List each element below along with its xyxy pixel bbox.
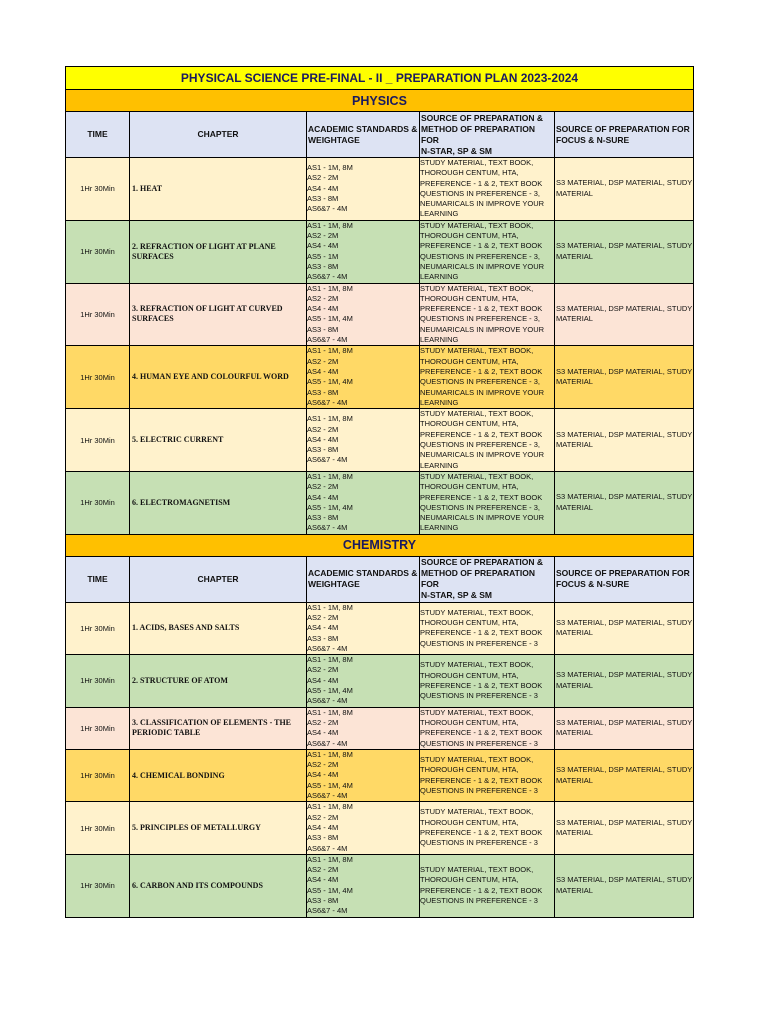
standards-cell-line: AS2 - 2M — [307, 231, 339, 241]
method-cell-line: PREFERENCE - 1 & 2, TEXT BOOK — [420, 728, 543, 738]
focus-cell-line: MATERIAL — [556, 775, 593, 785]
header-source-focus — [555, 112, 694, 158]
method-cell-line: STUDY MATERIAL, TEXT BOOK, — [420, 660, 534, 670]
standards-cell — [307, 471, 420, 534]
method-cell-line: STUDY MATERIAL, TEXT BOOK, — [420, 346, 534, 356]
standards-cell-line: AS3 - 8M — [307, 633, 339, 643]
chapter-row — [66, 409, 694, 472]
chapter-row — [66, 346, 694, 409]
focus-cell-line: MATERIAL — [556, 885, 593, 895]
method-cell-line: QUESTIONS IN PREFERENCE - 3, — [420, 251, 541, 261]
header-source-method-line: N-STAR, SP & SM — [421, 590, 492, 601]
method-cell-line: NEUMARICALS IN IMPROVE YOUR — [420, 513, 545, 523]
focus-cell — [555, 283, 694, 346]
standards-cell-line: AS6&7 - 4M — [307, 791, 348, 801]
method-cell-line: QUESTIONS IN PREFERENCE - 3 — [420, 785, 538, 795]
header-source-focus-line: SOURCE OF PREPARATION FOR — [556, 123, 690, 134]
method-cell-line: PREFERENCE - 1 & 2, TEXT BOOK — [420, 680, 543, 690]
focus-cell-line: S3 MATERIAL, DSP MATERIAL, STUDY — [556, 717, 693, 727]
method-cell-line: QUESTIONS IN PREFERENCE - 3, — [420, 502, 541, 512]
chapter-cell: 4. CHEMICAL BONDING — [130, 749, 307, 801]
method-cell-line: LEARNING — [420, 272, 459, 282]
chapter-cell: 6. CARBON AND ITS COMPOUNDS — [130, 854, 307, 917]
method-cell-line: QUESTIONS IN PREFERENCE - 3, — [420, 314, 541, 324]
method-cell-line: QUESTIONS IN PREFERENCE - 3 — [420, 738, 538, 748]
focus-cell — [555, 409, 694, 472]
method-cell-line: QUESTIONS IN PREFERENCE - 3 — [420, 691, 538, 701]
chapter-cell: 1. HEAT — [130, 158, 307, 221]
chapter-row — [66, 602, 694, 654]
standards-cell — [307, 749, 420, 801]
method-cell-line: THOROUGH CENTUM, HTA, — [420, 231, 519, 241]
standards-cell-line: AS1 - 1M, 8M — [307, 471, 353, 481]
focus-cell — [555, 707, 694, 749]
method-cell — [420, 854, 555, 917]
method-cell-line: THOROUGH CENTUM, HTA, — [420, 817, 519, 827]
focus-cell-line: MATERIAL — [556, 377, 593, 387]
standards-cell-line: AS1 - 1M, 8M — [307, 854, 353, 864]
header-source-focus-line: FOCUS & N-SURE — [556, 134, 630, 145]
focus-cell — [555, 655, 694, 707]
focus-cell — [555, 346, 694, 409]
standards-cell — [307, 220, 420, 283]
method-cell — [420, 602, 555, 654]
standards-cell-line: AS6&7 - 4M — [307, 643, 348, 653]
standards-cell-line: AS2 - 2M — [307, 717, 339, 727]
method-cell — [420, 707, 555, 749]
standards-cell-line: AS5 - 1M, 4M — [307, 780, 353, 790]
method-cell-line: STUDY MATERIAL, TEXT BOOK, — [420, 158, 534, 167]
standards-cell-line: AS5 - 1M, 4M — [307, 686, 353, 696]
method-cell — [420, 749, 555, 801]
standards-cell-line: AS2 - 2M — [307, 482, 339, 492]
focus-cell-line: MATERIAL — [556, 251, 593, 261]
standards-cell-line: AS4 - 4M — [307, 675, 339, 685]
preparation-plan-table — [65, 66, 694, 918]
focus-cell-line: S3 MATERIAL, DSP MATERIAL, STUDY — [556, 875, 693, 885]
chapter-row — [66, 283, 694, 346]
method-cell — [420, 346, 555, 409]
header-source-method-line: METHOD OF PREPARATION FOR — [421, 123, 535, 145]
chapter-cell: 4. HUMAN EYE AND COLOURFUL WORD — [130, 346, 307, 409]
standards-cell-line: AS4 - 4M — [307, 366, 339, 376]
header-academic-standards — [307, 112, 420, 158]
focus-cell-line: MATERIAL — [556, 502, 593, 512]
standards-cell — [307, 802, 420, 854]
focus-cell-line: S3 MATERIAL, DSP MATERIAL, STUDY — [556, 178, 693, 188]
chapter-row — [66, 158, 694, 221]
standards-cell-line: AS4 - 4M — [307, 623, 339, 633]
standards-cell-line: AS2 - 2M — [307, 865, 339, 875]
header-time: TIME — [66, 556, 130, 602]
time-cell: 1Hr 30Min — [66, 802, 130, 854]
focus-cell — [555, 749, 694, 801]
method-cell-line: NEUMARICALS IN IMPROVE YOUR — [420, 324, 545, 334]
page-title: PHYSICAL SCIENCE PRE-FINAL - II _ PREPARATION PLAN 2023-2024 — [66, 67, 694, 90]
time-cell: 1Hr 30Min — [66, 283, 130, 346]
method-cell-line: QUESTIONS IN PREFERENCE - 3, — [420, 188, 541, 198]
column-header-row — [66, 112, 694, 158]
standards-cell-line: AS6&7 - 4M — [307, 738, 348, 748]
time-cell: 1Hr 30Min — [66, 707, 130, 749]
standards-cell-line: AS3 - 8M — [307, 387, 339, 397]
standards-cell-line: AS5 - 1M, 4M — [307, 314, 353, 324]
standards-cell-line: AS3 - 8M — [307, 896, 339, 905]
standards-cell — [307, 707, 420, 749]
method-cell-line: THOROUGH CENTUM, HTA, — [420, 618, 519, 628]
chapter-row — [66, 802, 694, 854]
method-cell-line: THOROUGH CENTUM, HTA, — [420, 765, 519, 775]
chapter-cell: 3. CLASSIFICATION OF ELEMENTS - THE PERIODIC TABLE — [130, 707, 307, 749]
method-cell-line: STUDY MATERIAL, TEXT BOOK, — [420, 607, 534, 617]
method-cell-line: THOROUGH CENTUM, HTA, — [420, 419, 519, 429]
chapter-cell: 3. REFRACTION OF LIGHT AT CURVED SURFACES — [130, 283, 307, 346]
method-cell-line: QUESTIONS IN PREFERENCE - 3 — [420, 638, 538, 648]
method-cell-line: PREFERENCE - 1 & 2, TEXT BOOK — [420, 885, 543, 895]
standards-cell-line: AS2 - 2M — [307, 356, 339, 366]
standards-cell-line: AS6&7 - 4M — [307, 906, 348, 916]
method-cell-line: STUDY MATERIAL, TEXT BOOK, — [420, 807, 534, 817]
method-cell — [420, 220, 555, 283]
chapter-cell: 2. STRUCTURE OF ATOM — [130, 655, 307, 707]
method-cell-line: STUDY MATERIAL, TEXT BOOK, — [420, 283, 534, 293]
method-cell-line: STUDY MATERIAL, TEXT BOOK, — [420, 865, 534, 875]
focus-cell-line: MATERIAL — [556, 828, 593, 838]
method-cell — [420, 409, 555, 472]
standards-cell-line: AS6&7 - 4M — [307, 843, 348, 853]
chapter-cell: 2. REFRACTION OF LIGHT AT PLANE SURFACES — [130, 220, 307, 283]
standards-cell-line: AS3 - 8M — [307, 261, 339, 271]
time-cell: 1Hr 30Min — [66, 220, 130, 283]
title-row — [66, 67, 694, 90]
time-cell: 1Hr 30Min — [66, 854, 130, 917]
standards-cell-line: AS1 - 1M, 8M — [307, 163, 353, 173]
chapter-row — [66, 854, 694, 917]
standards-cell-line: AS6&7 - 4M — [307, 204, 348, 214]
standards-cell-line: AS2 - 2M — [307, 424, 339, 434]
standards-cell-line: AS6&7 - 4M — [307, 523, 348, 533]
method-cell-line: PREFERENCE - 1 & 2, TEXT BOOK — [420, 366, 543, 376]
standards-cell-line: AS5 - 1M, 4M — [307, 377, 353, 387]
standards-cell-line: AS4 - 4M — [307, 728, 339, 738]
method-cell-line: LEARNING — [420, 397, 459, 407]
method-cell-line: THOROUGH CENTUM, HTA, — [420, 356, 519, 366]
focus-cell — [555, 854, 694, 917]
chapter-row — [66, 749, 694, 801]
standards-cell-line: AS5 - 1M, 4M — [307, 885, 353, 895]
section-row — [66, 90, 694, 112]
chapter-cell: 1. ACIDS, BASES AND SALTS — [130, 602, 307, 654]
standards-cell-line: AS1 - 1M, 8M — [307, 802, 353, 812]
method-cell-line: NEUMARICALS IN IMPROVE YOUR — [420, 261, 545, 271]
standards-cell-line: AS6&7 - 4M — [307, 696, 348, 706]
header-academic-standards — [307, 556, 420, 602]
method-cell — [420, 158, 555, 221]
standards-cell-line: AS6&7 - 4M — [307, 335, 348, 345]
method-cell-line: STUDY MATERIAL, TEXT BOOK, — [420, 754, 534, 764]
chapter-row — [66, 707, 694, 749]
standards-cell-line: AS1 - 1M, 8M — [307, 220, 353, 230]
focus-cell — [555, 220, 694, 283]
method-cell-line: PREFERENCE - 1 & 2, TEXT BOOK — [420, 429, 543, 439]
header-source-method-line: SOURCE OF PREPARATION & — [421, 112, 543, 123]
header-academic-standards-line: WEIGHTAGE — [308, 579, 360, 590]
method-cell-line: NEUMARICALS IN IMPROVE YOUR — [420, 450, 545, 460]
standards-cell-line: AS4 - 4M — [307, 241, 339, 251]
standards-cell-line: AS2 - 2M — [307, 665, 339, 675]
header-source-focus-line: FOCUS & N-SURE — [556, 579, 630, 590]
focus-cell-line: MATERIAL — [556, 628, 593, 638]
header-source-method-line: SOURCE OF PREPARATION & — [421, 557, 543, 568]
header-source-focus — [555, 556, 694, 602]
header-source-method-line: METHOD OF PREPARATION FOR — [421, 568, 535, 590]
standards-cell — [307, 655, 420, 707]
method-cell-line: QUESTIONS IN PREFERENCE - 3 — [420, 896, 538, 905]
focus-cell — [555, 802, 694, 854]
method-cell-line: PREFERENCE - 1 & 2, TEXT BOOK — [420, 178, 543, 188]
focus-cell-line: S3 MATERIAL, DSP MATERIAL, STUDY — [556, 670, 693, 680]
standards-cell-line: AS5 - 1M — [307, 251, 339, 261]
standards-cell-line: AS1 - 1M, 8M — [307, 283, 353, 293]
header-academic-standards-line: ACADEMIC STANDARDS & — [308, 568, 418, 579]
method-cell-line: STUDY MATERIAL, TEXT BOOK, — [420, 409, 534, 419]
method-cell-line: LEARNING — [420, 335, 459, 345]
method-cell-line: THOROUGH CENTUM, HTA, — [420, 717, 519, 727]
header-source-method — [420, 556, 555, 602]
standards-cell-line: AS1 - 1M, 8M — [307, 602, 353, 612]
focus-cell-line: S3 MATERIAL, DSP MATERIAL, STUDY — [556, 303, 693, 313]
method-cell-line: QUESTIONS IN PREFERENCE - 3, — [420, 377, 541, 387]
standards-cell — [307, 602, 420, 654]
time-cell: 1Hr 30Min — [66, 471, 130, 534]
standards-cell-line: AS3 - 8M — [307, 513, 339, 523]
focus-cell — [555, 158, 694, 221]
header-time: TIME — [66, 112, 130, 158]
chapter-cell: 5. ELECTRIC CURRENT — [130, 409, 307, 472]
standards-cell-line: AS6&7 - 4M — [307, 455, 348, 465]
method-cell-line: STUDY MATERIAL, TEXT BOOK, — [420, 707, 534, 717]
header-source-method-line: N-STAR, SP & SM — [421, 145, 492, 156]
standards-cell-line: AS4 - 4M — [307, 875, 339, 885]
focus-cell-line: S3 MATERIAL, DSP MATERIAL, STUDY — [556, 429, 693, 439]
section-title: PHYSICS — [66, 90, 694, 112]
method-cell-line: STUDY MATERIAL, TEXT BOOK, — [420, 220, 534, 230]
standards-cell — [307, 346, 420, 409]
standards-cell-line: AS2 - 2M — [307, 173, 339, 183]
time-cell: 1Hr 30Min — [66, 409, 130, 472]
standards-cell-line: AS2 - 2M — [307, 293, 339, 303]
standards-cell-line: AS2 - 2M — [307, 612, 339, 622]
standards-cell-line: AS4 - 4M — [307, 492, 339, 502]
method-cell-line: PREFERENCE - 1 & 2, TEXT BOOK — [420, 775, 543, 785]
method-cell-line: PREFERENCE - 1 & 2, TEXT BOOK — [420, 828, 543, 838]
method-cell-line: QUESTIONS IN PREFERENCE - 3, — [420, 440, 541, 450]
method-cell-line: QUESTIONS IN PREFERENCE - 3 — [420, 838, 538, 848]
time-cell: 1Hr 30Min — [66, 655, 130, 707]
header-chapter: CHAPTER — [130, 112, 307, 158]
standards-cell-line: AS4 - 4M — [307, 770, 339, 780]
standards-cell-line: AS3 - 8M — [307, 833, 339, 843]
chapter-row — [66, 471, 694, 534]
method-cell-line: LEARNING — [420, 460, 459, 470]
time-cell: 1Hr 30Min — [66, 346, 130, 409]
method-cell — [420, 655, 555, 707]
method-cell-line: THOROUGH CENTUM, HTA, — [420, 482, 519, 492]
method-cell — [420, 802, 555, 854]
header-academic-standards-line: ACADEMIC STANDARDS & — [308, 123, 418, 134]
standards-cell-line: AS1 - 1M, 8M — [307, 414, 353, 424]
standards-cell-line: AS1 - 1M, 8M — [307, 346, 353, 356]
method-cell — [420, 283, 555, 346]
time-cell: 1Hr 30Min — [66, 749, 130, 801]
chapter-row — [66, 220, 694, 283]
standards-cell-line: AS2 - 2M — [307, 812, 339, 822]
focus-cell-line: S3 MATERIAL, DSP MATERIAL, STUDY — [556, 817, 693, 827]
standards-cell — [307, 409, 420, 472]
method-cell-line: LEARNING — [420, 209, 459, 219]
focus-cell-line: S3 MATERIAL, DSP MATERIAL, STUDY — [556, 617, 693, 627]
standards-cell — [307, 158, 420, 221]
method-cell-line: NEUMARICALS IN IMPROVE YOUR — [420, 387, 545, 397]
method-cell-line: LEARNING — [420, 523, 459, 533]
standards-cell-line: AS6&7 - 4M — [307, 272, 348, 282]
section-row — [66, 534, 694, 556]
standards-cell-line: AS4 - 4M — [307, 183, 339, 193]
standards-cell-line: AS3 - 8M — [307, 194, 339, 204]
standards-cell-line: AS1 - 1M, 8M — [307, 749, 353, 759]
focus-cell-line: MATERIAL — [556, 728, 593, 738]
focus-cell-line: MATERIAL — [556, 680, 593, 690]
standards-cell-line: AS1 - 1M, 8M — [307, 655, 353, 665]
focus-cell-line: S3 MATERIAL, DSP MATERIAL, STUDY — [556, 366, 693, 376]
method-cell — [420, 471, 555, 534]
header-source-focus-line: SOURCE OF PREPARATION FOR — [556, 568, 690, 579]
header-source-method — [420, 112, 555, 158]
method-cell-line: THOROUGH CENTUM, HTA, — [420, 875, 519, 885]
time-cell: 1Hr 30Min — [66, 602, 130, 654]
section-title: CHEMISTRY — [66, 534, 694, 556]
chapter-cell: 6. ELECTROMAGNETISM — [130, 471, 307, 534]
standards-cell-line: AS4 - 4M — [307, 304, 339, 314]
header-academic-standards-line: WEIGHTAGE — [308, 134, 360, 145]
standards-cell-line: AS3 - 8M — [307, 324, 339, 334]
header-chapter: CHAPTER — [130, 556, 307, 602]
standards-cell-line: AS2 - 2M — [307, 760, 339, 770]
standards-cell-line: AS5 - 1M, 4M — [307, 502, 353, 512]
method-cell-line: THOROUGH CENTUM, HTA, — [420, 168, 519, 178]
time-cell: 1Hr 30Min — [66, 158, 130, 221]
standards-cell-line: AS4 - 4M — [307, 822, 339, 832]
focus-cell-line: S3 MATERIAL, DSP MATERIAL, STUDY — [556, 241, 693, 251]
method-cell-line: PREFERENCE - 1 & 2, TEXT BOOK — [420, 241, 543, 251]
column-header-row — [66, 556, 694, 602]
focus-cell-line: S3 MATERIAL, DSP MATERIAL, STUDY — [556, 765, 693, 775]
standards-cell — [307, 283, 420, 346]
method-cell-line: THOROUGH CENTUM, HTA, — [420, 670, 519, 680]
standards-cell — [307, 854, 420, 917]
standards-cell-line: AS4 - 4M — [307, 434, 339, 444]
method-cell-line: PREFERENCE - 1 & 2, TEXT BOOK — [420, 628, 543, 638]
method-cell-line: PREFERENCE - 1 & 2, TEXT BOOK — [420, 304, 543, 314]
focus-cell-line: S3 MATERIAL, DSP MATERIAL, STUDY — [556, 492, 693, 502]
method-cell-line: NEUMARICALS IN IMPROVE YOUR — [420, 199, 545, 209]
standards-cell-line: AS3 - 8M — [307, 445, 339, 455]
chapter-cell: 5. PRINCIPLES OF METALLURGY — [130, 802, 307, 854]
method-cell-line: THOROUGH CENTUM, HTA, — [420, 293, 519, 303]
focus-cell-line: MATERIAL — [556, 314, 593, 324]
focus-cell-line: MATERIAL — [556, 440, 593, 450]
chapter-row — [66, 655, 694, 707]
focus-cell — [555, 602, 694, 654]
standards-cell-line: AS1 - 1M, 8M — [307, 707, 353, 717]
method-cell-line: PREFERENCE - 1 & 2, TEXT BOOK — [420, 492, 543, 502]
focus-cell — [555, 471, 694, 534]
method-cell-line: STUDY MATERIAL, TEXT BOOK, — [420, 471, 534, 481]
focus-cell-line: MATERIAL — [556, 188, 593, 198]
standards-cell-line: AS6&7 - 4M — [307, 397, 348, 407]
